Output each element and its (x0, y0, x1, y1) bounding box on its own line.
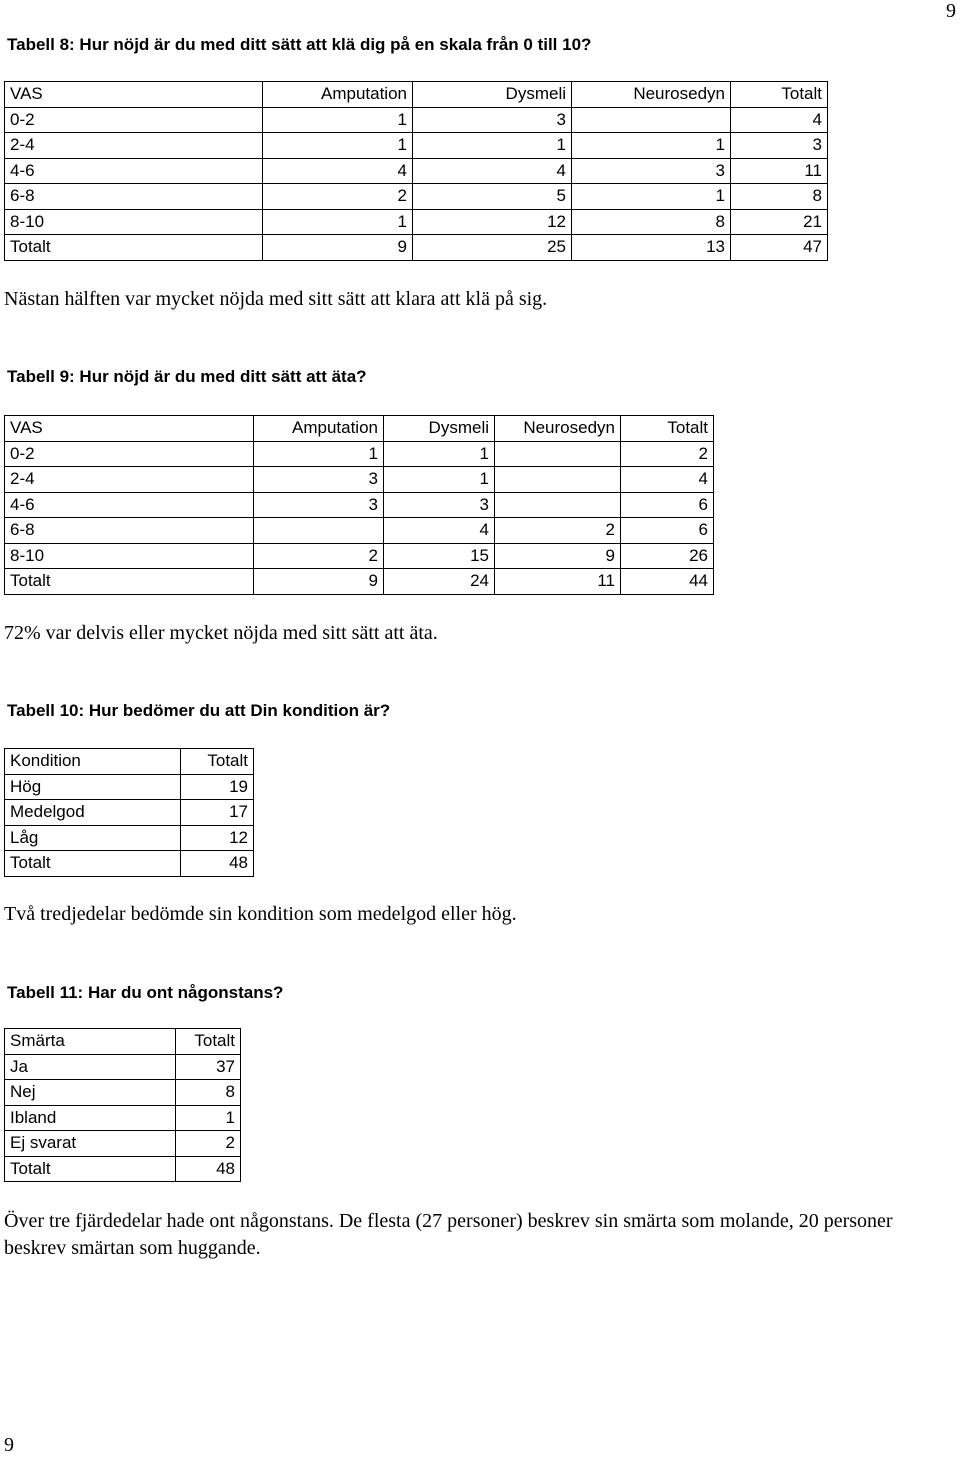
table-header-cell: VAS (5, 416, 254, 442)
table-cell: 11 (731, 158, 828, 184)
table-header-row (5, 82, 828, 108)
table-header-cell: Neurosedyn (495, 416, 621, 442)
table10 (4, 748, 254, 877)
table-cell: 6 (621, 492, 714, 518)
table-cell: 1 (263, 133, 413, 159)
table-cell: 47 (731, 235, 828, 261)
table-cell: 25 (413, 235, 572, 261)
table-header-row (5, 416, 714, 442)
table9-note: 72% var delvis eller mycket nöjda med sitt sätt att äta. (4, 622, 438, 644)
table-cell: 8-10 (5, 543, 254, 569)
table-cell: 0-2 (5, 107, 263, 133)
table-row (5, 184, 828, 210)
table-header-cell: Totalt (181, 749, 254, 775)
table-header-cell: Dysmeli (413, 82, 572, 108)
table-header-cell: Amputation (254, 416, 384, 442)
table-cell: 2 (263, 184, 413, 210)
table-cell: Ja (5, 1054, 176, 1080)
table-row (5, 569, 714, 595)
table8-note: Nästan hälften var mycket nöjda med sitt sätt att klara att klä på sig. (4, 288, 548, 310)
table-cell: 26 (621, 543, 714, 569)
table-cell: 17 (181, 800, 254, 826)
table-cell: Totalt (5, 235, 263, 261)
table-cell: 15 (384, 543, 495, 569)
table-header-cell: Totalt (731, 82, 828, 108)
table-cell: 2 (254, 543, 384, 569)
table-cell: 9 (263, 235, 413, 261)
table-row (5, 209, 828, 235)
table11-note: Över tre fjärdedelar hade ont någonstans. De flesta (27 personer) beskrev sin smärta som molande, 20 personer beskrev smärtan som huggande. (4, 1210, 893, 1259)
table-cell: 0-2 (5, 441, 254, 467)
table-cell: 4 (621, 467, 714, 493)
table11 (4, 1028, 241, 1182)
table-cell: 6 (621, 518, 714, 544)
table-cell: 3 (254, 492, 384, 518)
table-cell: 1 (263, 107, 413, 133)
table-cell (254, 518, 384, 544)
table-cell: 2-4 (5, 467, 254, 493)
table-row (5, 107, 828, 133)
table-row (5, 235, 828, 261)
table-row (5, 851, 254, 877)
table-cell: 1 (572, 133, 731, 159)
table-row (5, 133, 828, 159)
table-cell: Totalt (5, 569, 254, 595)
table-cell: 5 (413, 184, 572, 210)
table-cell: 48 (176, 1156, 241, 1182)
table-cell: 4 (413, 158, 572, 184)
table-cell: 4-6 (5, 158, 263, 184)
table-cell: 1 (254, 441, 384, 467)
table-cell: Totalt (5, 851, 181, 877)
table-row (5, 492, 714, 518)
table-header-cell: Totalt (176, 1029, 241, 1055)
table-cell (495, 492, 621, 518)
table-header-cell: VAS (5, 82, 263, 108)
table-header-cell: Totalt (621, 416, 714, 442)
table-header-cell: Dysmeli (384, 416, 495, 442)
table-cell: 2 (621, 441, 714, 467)
table-row (5, 158, 828, 184)
table-cell: 1 (384, 441, 495, 467)
table-row (5, 1156, 241, 1182)
table-cell: Totalt (5, 1156, 176, 1182)
table10-caption: Tabell 10: Hur bedömer du att Din kondition är? (7, 701, 391, 720)
table-cell: 2 (176, 1131, 241, 1157)
table-cell: 21 (731, 209, 828, 235)
table-cell: 37 (176, 1054, 241, 1080)
table-cell: Ibland (5, 1105, 176, 1131)
table-row (5, 774, 254, 800)
table-header-cell: Neurosedyn (572, 82, 731, 108)
table-cell: 8 (731, 184, 828, 210)
table-row (5, 467, 714, 493)
table11-caption: Tabell 11: Har du ont någonstans? (7, 983, 284, 1002)
table-cell: 1 (572, 184, 731, 210)
page-number-bottom: 9 (4, 1434, 14, 1456)
table10-note: Två tredjedelar bedömde sin kondition som medelgod eller hög. (4, 903, 517, 925)
table-cell: Nej (5, 1080, 176, 1106)
table-header-cell: Amputation (263, 82, 413, 108)
table-cell (495, 441, 621, 467)
table-cell: 3 (572, 158, 731, 184)
table-cell: 1 (413, 133, 572, 159)
table9-caption: Tabell 9: Hur nöjd är du med ditt sätt att äta? (7, 367, 367, 386)
table-header-row (5, 1029, 241, 1055)
table-cell: 44 (621, 569, 714, 595)
table-cell: 8-10 (5, 209, 263, 235)
table-cell: Ej svarat (5, 1131, 176, 1157)
table-row (5, 441, 714, 467)
table-cell: 24 (384, 569, 495, 595)
table-cell: 6-8 (5, 184, 263, 210)
table-cell: 13 (572, 235, 731, 261)
table-cell: 1 (176, 1105, 241, 1131)
table-header-cell: Kondition (5, 749, 181, 775)
table-cell: Medelgod (5, 800, 181, 826)
table-cell: 1 (384, 467, 495, 493)
table-cell: 12 (181, 825, 254, 851)
page-number-top: 9 (946, 0, 956, 22)
table-cell: 3 (384, 492, 495, 518)
table-header-cell: Smärta (5, 1029, 176, 1055)
table-cell (495, 467, 621, 493)
table-cell: 11 (495, 569, 621, 595)
table-cell: 1 (263, 209, 413, 235)
table-row (5, 800, 254, 826)
table-cell: 12 (413, 209, 572, 235)
table-cell: 19 (181, 774, 254, 800)
table-cell: Låg (5, 825, 181, 851)
table-row (5, 1131, 241, 1157)
table-row (5, 518, 714, 544)
table-cell: 4 (731, 107, 828, 133)
table-cell: 9 (495, 543, 621, 569)
table-cell: 3 (254, 467, 384, 493)
table8-caption: Tabell 8: Hur nöjd är du med ditt sätt att klä dig på en skala från 0 till 10? (7, 35, 592, 54)
table-cell: 9 (254, 569, 384, 595)
table-cell: 2-4 (5, 133, 263, 159)
table-cell: 3 (731, 133, 828, 159)
table-cell: Hög (5, 774, 181, 800)
table9 (4, 415, 714, 595)
table-row (5, 825, 254, 851)
table-cell: 48 (181, 851, 254, 877)
table-cell: 3 (413, 107, 572, 133)
table-cell: 8 (176, 1080, 241, 1106)
table8 (4, 81, 828, 261)
table-row (5, 543, 714, 569)
table-row (5, 1105, 241, 1131)
table-cell: 2 (495, 518, 621, 544)
table-cell: 4-6 (5, 492, 254, 518)
table-header-row (5, 749, 254, 775)
table-cell: 4 (384, 518, 495, 544)
table-row (5, 1080, 241, 1106)
table-row (5, 1054, 241, 1080)
table-cell (572, 107, 731, 133)
table-cell: 4 (263, 158, 413, 184)
table-cell: 8 (572, 209, 731, 235)
table-cell: 6-8 (5, 518, 254, 544)
